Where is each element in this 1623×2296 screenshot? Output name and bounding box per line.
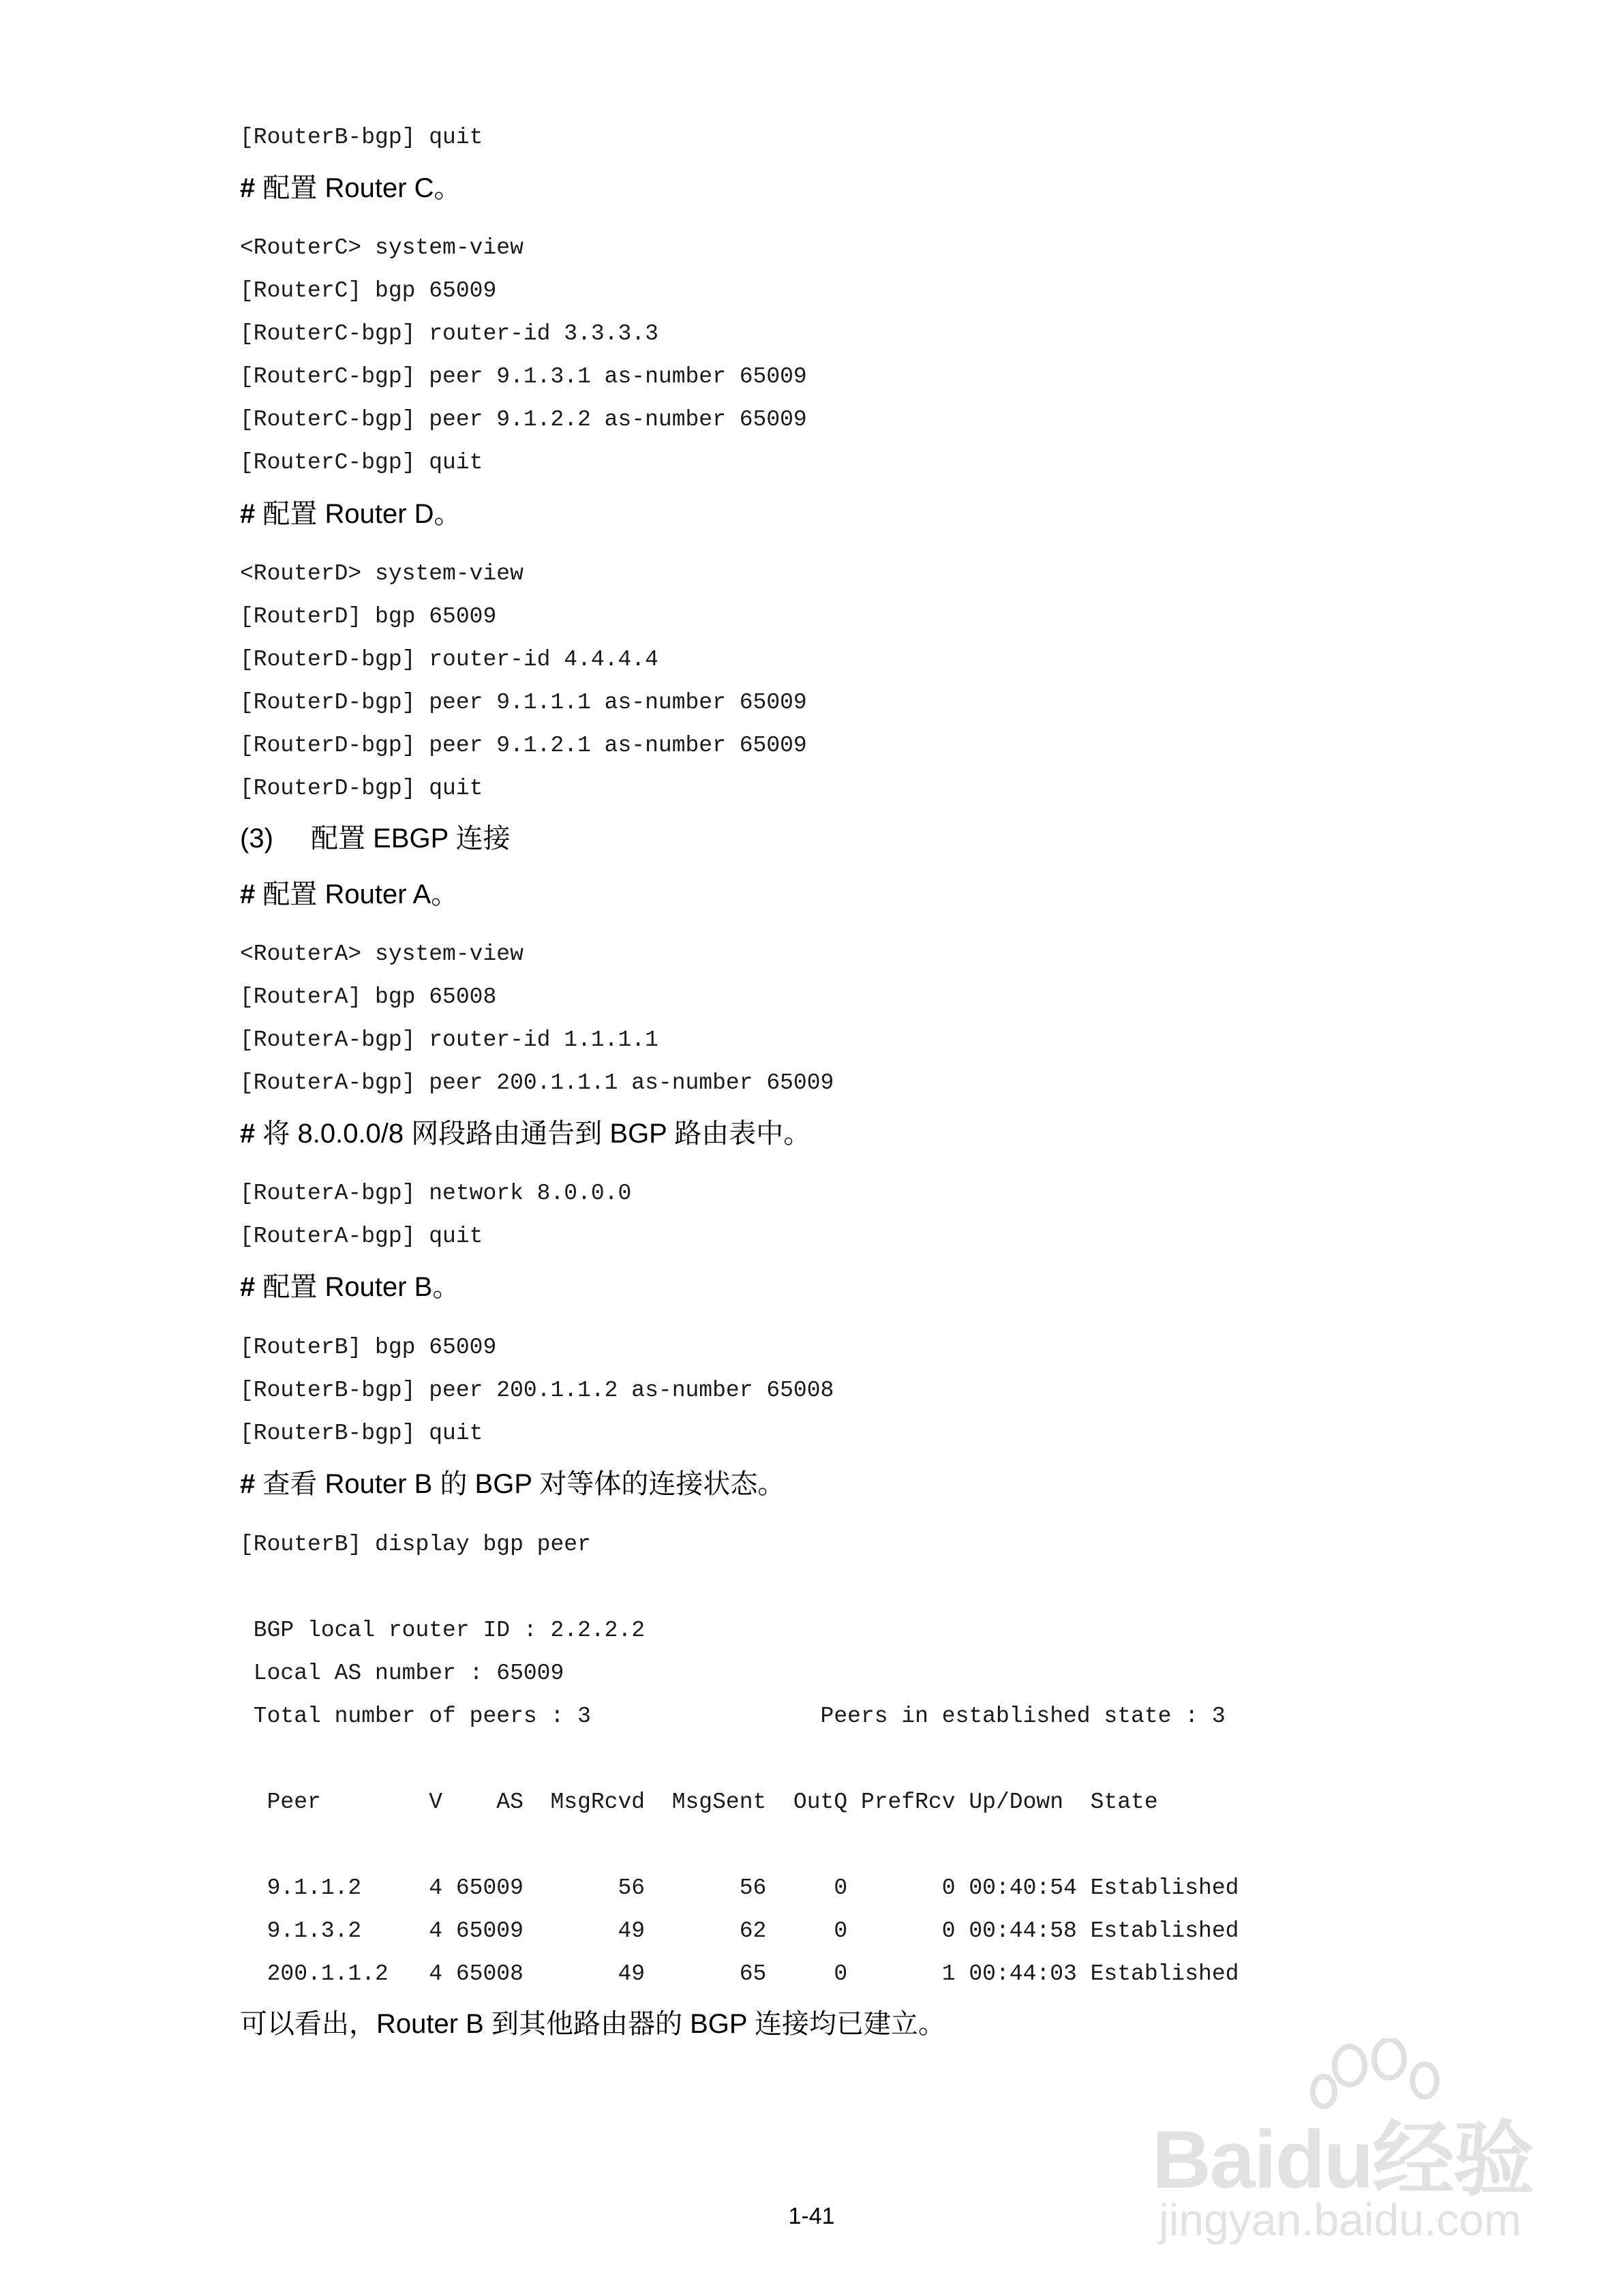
code-line: [RouterD] bgp 65009 <box>240 604 497 629</box>
section-heading <box>240 881 458 908</box>
peer-table-row: 200.1.1.2 4 65008 49 65 0 1 00:44:03 Established <box>240 1961 1239 1987</box>
code-line: [RouterB-bgp] peer 200.1.1.2 as-number 65008 <box>240 1378 834 1403</box>
code-line: [RouterC-bgp] peer 9.1.2.2 as-number 65009 <box>240 407 807 432</box>
peer-table-row: 9.1.3.2 4 65009 49 62 0 0 00:44:58 Established <box>240 1918 1239 1944</box>
section-heading <box>240 1273 459 1301</box>
heading-text: 配置 Router C。 <box>255 173 461 203</box>
code-line: [RouterD-bgp] quit <box>240 776 483 801</box>
section-heading <box>240 500 461 528</box>
hash-mark: # <box>240 173 256 203</box>
code-line: [RouterA-bgp] peer 200.1.1.1 as-number 65009 <box>240 1070 834 1096</box>
code-output-line: Local AS number : 65009 <box>240 1661 564 1686</box>
code-line: <RouterA> system-view <box>240 941 524 967</box>
code-line: [RouterB-bgp] quit <box>240 1421 483 1446</box>
code-line: [RouterD-bgp] peer 9.1.1.1 as-number 65009 <box>240 690 807 715</box>
watermark-logo: Baidu经验 <box>1152 2114 1534 2205</box>
code-line: [RouterB-bgp] quit <box>240 125 483 150</box>
hash-mark: # <box>240 1119 256 1149</box>
peer-table-row: 9.1.1.2 4 65009 56 56 0 0 00:40:54 Established <box>240 1875 1239 1901</box>
hash-mark: # <box>240 499 256 529</box>
heading-text: 配置 Router D。 <box>255 499 461 529</box>
code-line: [RouterA-bgp] router-id 1.1.1.1 <box>240 1027 658 1053</box>
heading-text: 配置 Router B。 <box>255 1272 460 1302</box>
section-heading <box>240 175 461 202</box>
section-heading <box>240 1120 810 1147</box>
code-line: <RouterC> system-view <box>240 235 524 260</box>
code-line: [RouterA] bgp 65008 <box>240 984 497 1010</box>
code-line: <RouterD> system-view <box>240 561 524 586</box>
heading-text: 将 8.0.0.0/8 网段路由通告到 BGP 路由表中。 <box>255 1119 811 1149</box>
heading-text: 配置 Router A。 <box>255 879 459 909</box>
peer-table-header: Peer V AS MsgRcvd MsgSent OutQ PrefRcv Up/Down State <box>240 1789 1158 1815</box>
heading-text: 查看 Router B 的 BGP 对等体的连接状态。 <box>255 1469 785 1499</box>
code-output-line: Total number of peers : 3 Peers in established state : 3 <box>240 1704 1226 1729</box>
code-line: [RouterA-bgp] quit <box>240 1224 483 1249</box>
code-line: [RouterC-bgp] quit <box>240 450 483 475</box>
step-number: (3) <box>240 824 273 854</box>
code-line: [RouterC] bgp 65009 <box>240 278 497 303</box>
hash-mark: # <box>240 1272 256 1302</box>
code-output-line: BGP local router ID : 2.2.2.2 <box>240 1618 646 1643</box>
step-heading <box>240 825 511 852</box>
code-line: [RouterB] bgp 65009 <box>240 1335 497 1360</box>
hash-mark: # <box>240 879 256 909</box>
watermark-url: jingyan.baidu.com <box>1159 2194 1521 2245</box>
code-line: [RouterA-bgp] network 8.0.0.0 <box>240 1181 632 1206</box>
code-line: [RouterD-bgp] router-id 4.4.4.4 <box>240 647 658 672</box>
conclusion-text: 可以看出，Router B 到其他路由器的 BGP 连接均已建立。 <box>240 2009 945 2039</box>
code-line: [RouterC-bgp] router-id 3.3.3.3 <box>240 321 658 346</box>
code-line: [RouterD-bgp] peer 9.1.2.1 as-number 65009 <box>240 733 807 758</box>
section-heading <box>240 1470 785 1498</box>
code-line: [RouterC-bgp] peer 9.1.3.1 as-number 65009 <box>240 364 807 389</box>
page-number: 1-41 <box>788 2203 835 2229</box>
hash-mark: # <box>240 1469 256 1499</box>
step-text: 配置 EBGP 连接 <box>311 824 511 854</box>
code-line: [RouterB] display bgp peer <box>240 1532 591 1557</box>
